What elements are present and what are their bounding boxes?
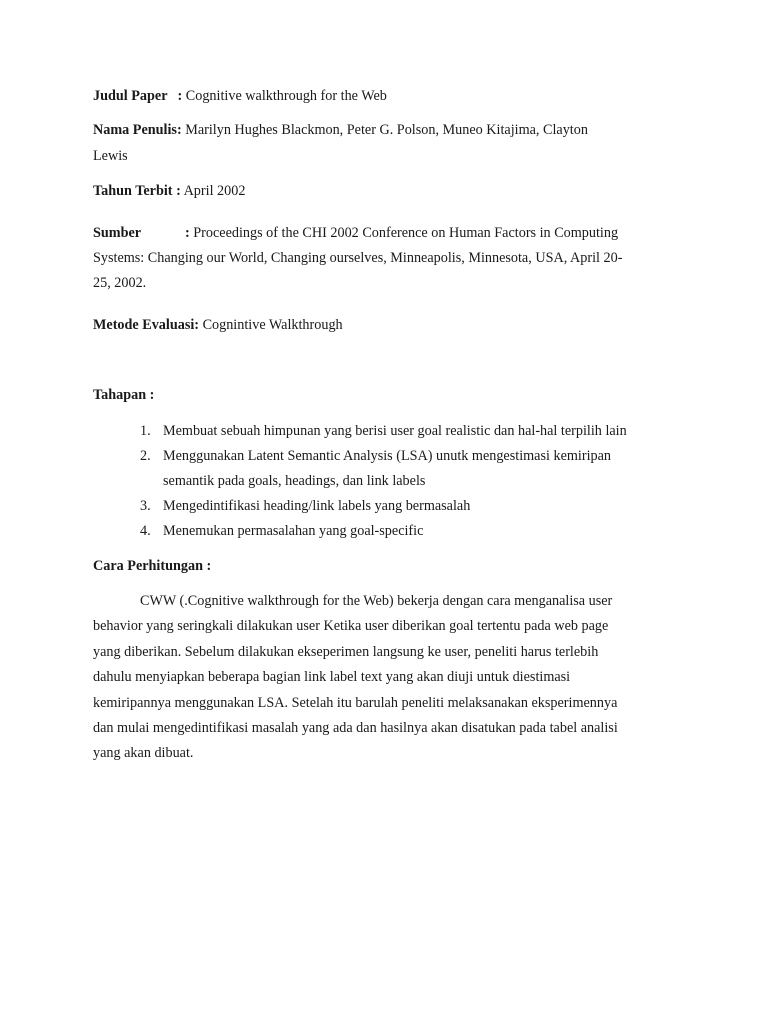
paragraph-line: dan mulai mengedintifikasi masalah yang ada dan hasilnya akan disatukan pada tabel analisi: [93, 720, 618, 737]
list-item: [93, 444, 693, 494]
judul-row: [93, 88, 387, 105]
sumber-row: [93, 225, 141, 242]
sumber-value-line2: Systems: Changing our World, Changing ourselves, Minneapolis, Minnesota, USA, April 20-: [93, 250, 623, 266]
paragraph-line: kemiripannya menggunakan LSA. Setelah itu barulah peneliti melaksanakan eksperimennya: [93, 694, 618, 711]
sumber-value-line3: 25, 2002.: [93, 275, 147, 291]
sumber-label: Sumber: [93, 225, 142, 241]
penulis-value-line2: Lewis: [93, 148, 128, 164]
sumber-colon: :: [185, 225, 190, 241]
paragraph-line: [93, 589, 683, 614]
sumber-first-line: [185, 225, 618, 242]
metode-value: Cognintive Walkthrough: [202, 317, 343, 333]
list-item-text: Membuat sebuah himpunan yang berisi user goal realistic dan hal-hal terpilih lain: [163, 423, 627, 439]
metode-label: Metode Evaluasi:: [93, 317, 200, 333]
judul-value: Cognitive walkthrough for the Web: [185, 88, 387, 104]
penulis-value-line1: Marilyn Hughes Blackmon, Peter G. Polson, Muneo Kitajima, Clayton: [185, 122, 588, 138]
list-item-number: 2.: [140, 448, 151, 464]
perhitungan-paragraph: [93, 589, 683, 767]
perhitungan-heading-text: Cara Perhitungan :: [93, 558, 212, 574]
list-item-text: Mengedintifikasi heading/link labels yang bermasalah: [163, 498, 471, 514]
list-item: [93, 519, 693, 544]
tahun-row: [93, 183, 245, 200]
list-item-number: 4.: [140, 523, 151, 539]
judul-label: Judul Paper: [93, 88, 168, 104]
paragraph-line-text: CWW (.Cognitive walkthrough for the Web) bekerja dengan cara menganalisa user: [140, 593, 613, 609]
penulis-label: Nama Penulis:: [93, 122, 182, 138]
tahapan-heading: [93, 387, 154, 404]
tahapan-heading-text: Tahapan :: [93, 387, 155, 403]
perhitungan-heading: [93, 558, 211, 575]
paragraph-line: behavior yang seringkali dilakukan user Ketika user diberikan goal tertentu pada web page: [93, 618, 609, 635]
metode-row: [93, 317, 343, 334]
list-item-number: 1.: [140, 423, 151, 439]
paragraph-line: yang akan dibuat.: [93, 745, 194, 762]
tahapan-list: [93, 419, 693, 544]
list-item-number: 3.: [140, 498, 151, 514]
list-item: [93, 494, 693, 519]
tahun-label: Tahun Terbit :: [93, 183, 181, 199]
penulis-row: [93, 122, 588, 139]
sumber-value-line1: Proceedings of the CHI 2002 Conference on Human Factors in Computing: [193, 225, 619, 241]
list-item-text: Menemukan permasalahan yang goal-specific: [163, 523, 424, 539]
list-item-text: Menggunakan Latent Semantic Analysis (LSA) unutk mengestimasi kemiripan: [163, 448, 612, 464]
paragraph-line: yang diberikan. Sebelum dilakukan ekseperimen langsung ke user, peneliti harus terlebih: [93, 643, 599, 660]
list-item: [93, 419, 693, 444]
paragraph-line: dahulu menyiapkan beberapa bagian link label text yang akan diuji untuk diestimasi: [93, 669, 571, 686]
tahun-value: April 2002: [183, 183, 246, 199]
judul-colon: :: [177, 88, 183, 104]
list-item-text-cont: semantik pada goals, headings, dan link labels: [163, 473, 426, 489]
